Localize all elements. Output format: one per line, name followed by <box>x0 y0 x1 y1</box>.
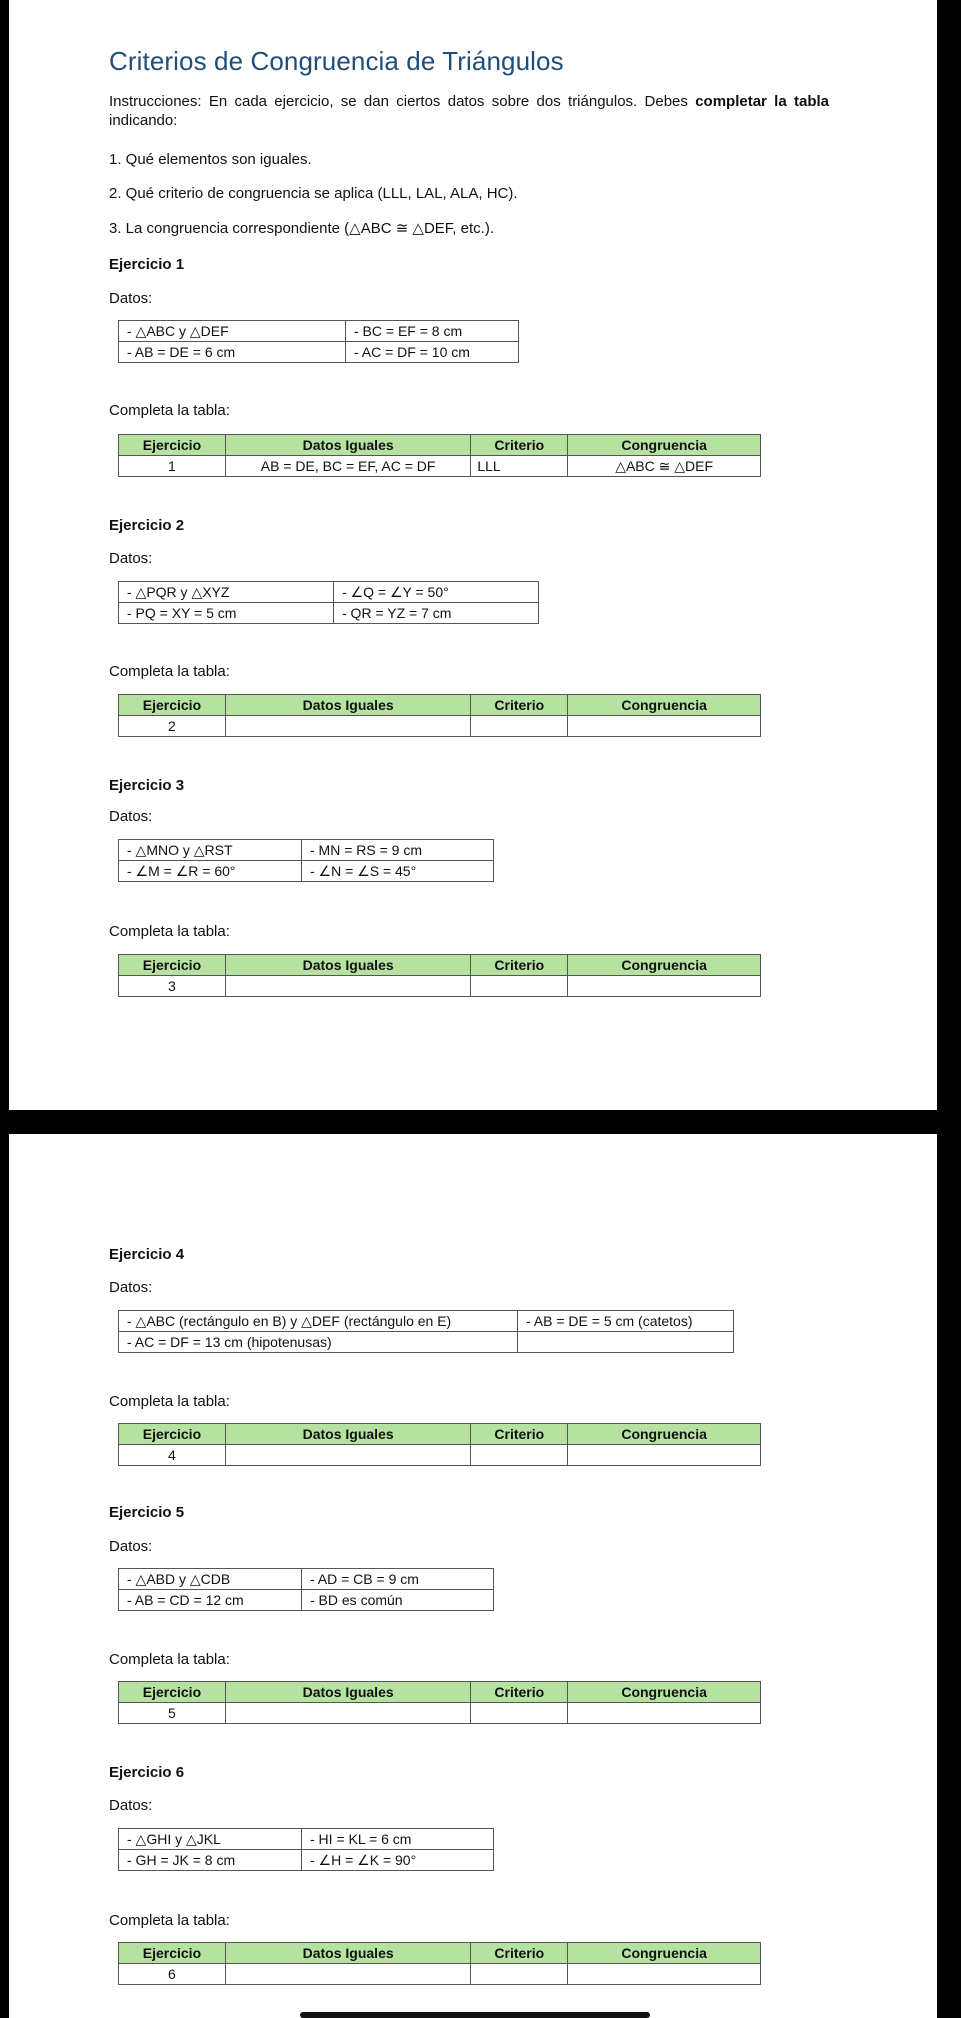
answer-header-row <box>119 1943 761 1964</box>
cell-criterio[interactable]: LLL <box>471 456 568 477</box>
datos-cell: - ∠Q = ∠Y = 50° <box>334 582 539 603</box>
exercise-1-title: Ejercicio 1 <box>109 256 185 273</box>
datos-cell: - BC = EF = 8 cm <box>346 321 519 342</box>
datos-row <box>119 861 494 882</box>
home-indicator[interactable] <box>300 2012 650 2018</box>
header-datos-iguales: Datos Iguales <box>225 1682 470 1703</box>
datos-cell: - HI = KL = 6 cm <box>302 1829 494 1850</box>
exercise-5-completa-label: Completa la tabla: <box>109 1651 230 1668</box>
header-congruencia: Congruencia <box>568 1424 761 1445</box>
answer-row[interactable] <box>119 716 761 737</box>
instructions-suffix: indicando: <box>109 112 178 129</box>
datos-row <box>119 1850 494 1871</box>
cell-congruencia[interactable] <box>568 976 761 997</box>
datos-cell: - GH = JK = 8 cm <box>119 1850 302 1871</box>
cell-datos-iguales[interactable] <box>225 976 470 997</box>
instructions-bold: completar la tabla <box>695 93 829 110</box>
datos-cell: - △PQR y △XYZ <box>119 582 334 603</box>
cell-congruencia[interactable]: △ABC ≅ △DEF <box>568 456 761 477</box>
exercise-2-datos-label: Datos: <box>109 550 153 567</box>
instructions <box>109 92 829 130</box>
exercise-2-completa-label: Completa la tabla: <box>109 663 230 680</box>
datos-row <box>119 1829 494 1850</box>
exercise-3-title: Ejercicio 3 <box>109 777 185 794</box>
datos-row <box>119 582 539 603</box>
cell-congruencia[interactable] <box>568 1703 761 1724</box>
answer-header-row <box>119 955 761 976</box>
step-2: 2. Qué criterio de congruencia se aplica (LLL, LAL, ALA, HC). <box>109 185 518 202</box>
datos-cell: - AB = DE = 6 cm <box>119 342 346 363</box>
cell-ejercicio: 5 <box>119 1703 226 1724</box>
exercise-4-datos-label: Datos: <box>109 1279 153 1296</box>
exercise-3-answer-table <box>118 954 761 997</box>
answer-row[interactable] <box>119 976 761 997</box>
exercise-2-datos-table <box>118 581 539 624</box>
step-1: 1. Qué elementos son iguales. <box>109 151 312 168</box>
exercise-1-datos-label: Datos: <box>109 290 153 307</box>
header-criterio: Criterio <box>471 1943 568 1964</box>
answer-row[interactable] <box>119 1964 761 1985</box>
exercise-5-answer-table <box>118 1681 761 1724</box>
cell-ejercicio: 2 <box>119 716 226 737</box>
header-criterio: Criterio <box>471 955 568 976</box>
datos-cell: - △GHI y △JKL <box>119 1829 302 1850</box>
answer-row[interactable] <box>119 1703 761 1724</box>
datos-row <box>119 321 519 342</box>
document-title: Criterios de Congruencia de Triángulos <box>109 46 564 76</box>
datos-cell: - AC = DF = 10 cm <box>346 342 519 363</box>
exercise-4-datos-table <box>118 1310 734 1353</box>
datos-row <box>119 1332 734 1353</box>
answer-header-row <box>119 1424 761 1445</box>
instructions-prefix: Instrucciones: En cada ejercicio, se dan ciertos datos sobre dos triángulos. Debes <box>109 93 696 110</box>
answer-header-row <box>119 435 761 456</box>
answer-row[interactable] <box>119 1445 761 1466</box>
cell-datos-iguales[interactable] <box>225 716 470 737</box>
exercise-1-datos-table <box>118 320 519 363</box>
header-criterio: Criterio <box>471 435 568 456</box>
datos-cell: - QR = YZ = 7 cm <box>334 603 539 624</box>
header-datos-iguales: Datos Iguales <box>225 695 470 716</box>
exercise-5-datos-label: Datos: <box>109 1538 153 1555</box>
cell-criterio[interactable] <box>471 1964 568 1985</box>
exercise-2-title: Ejercicio 2 <box>109 517 185 534</box>
header-criterio: Criterio <box>471 1424 568 1445</box>
datos-row <box>119 603 539 624</box>
exercise-4-answer-table <box>118 1423 761 1466</box>
header-datos-iguales: Datos Iguales <box>225 955 470 976</box>
header-congruencia: Congruencia <box>568 435 761 456</box>
cell-ejercicio: 3 <box>119 976 226 997</box>
datos-cell: - △ABC (rectángulo en B) y △DEF (rectángulo en E) <box>119 1311 518 1332</box>
datos-row <box>119 840 494 861</box>
datos-cell: - AC = DF = 13 cm (hipotenusas) <box>119 1332 518 1353</box>
cell-datos-iguales[interactable] <box>225 1964 470 1985</box>
header-datos-iguales: Datos Iguales <box>225 435 470 456</box>
datos-row <box>119 342 519 363</box>
header-congruencia: Congruencia <box>568 955 761 976</box>
exercise-1-completa-label: Completa la tabla: <box>109 402 230 419</box>
header-ejercicio: Ejercicio <box>119 1943 226 1964</box>
header-ejercicio: Ejercicio <box>119 435 226 456</box>
exercise-6-completa-label: Completa la tabla: <box>109 1912 230 1929</box>
cell-datos-iguales[interactable]: AB = DE, BC = EF, AC = DF <box>225 456 470 477</box>
datos-cell: - △ABD y △CDB <box>119 1569 302 1590</box>
datos-cell: - AB = CD = 12 cm <box>119 1590 302 1611</box>
cell-congruencia[interactable] <box>568 1964 761 1985</box>
exercise-5-title: Ejercicio 5 <box>109 1504 185 1521</box>
datos-cell: - PQ = XY = 5 cm <box>119 603 334 624</box>
exercise-4-completa-label: Completa la tabla: <box>109 1393 230 1410</box>
cell-criterio[interactable] <box>471 716 568 737</box>
header-ejercicio: Ejercicio <box>119 955 226 976</box>
exercise-6-title: Ejercicio 6 <box>109 1764 185 1781</box>
datos-cell: - AB = DE = 5 cm (catetos) <box>518 1311 734 1332</box>
header-congruencia: Congruencia <box>568 695 761 716</box>
cell-ejercicio: 6 <box>119 1964 226 1985</box>
datos-cell: - △MNO y △RST <box>119 840 302 861</box>
header-ejercicio: Ejercicio <box>119 1424 226 1445</box>
datos-cell: - MN = RS = 9 cm <box>302 840 494 861</box>
exercise-6-answer-table <box>118 1942 761 1985</box>
step-3: 3. La congruencia correspondiente (△ABC ≅ △DEF, etc.). <box>109 220 494 237</box>
cell-datos-iguales[interactable] <box>225 1445 470 1466</box>
datos-cell: - ∠M = ∠R = 60° <box>119 861 302 882</box>
datos-cell: - ∠H = ∠K = 90° <box>302 1850 494 1871</box>
header-datos-iguales: Datos Iguales <box>225 1424 470 1445</box>
answer-row[interactable] <box>119 456 761 477</box>
header-congruencia: Congruencia <box>568 1682 761 1703</box>
datos-cell: - ∠N = ∠S = 45° <box>302 861 494 882</box>
exercise-3-completa-label: Completa la tabla: <box>109 923 230 940</box>
exercise-5-datos-table <box>118 1568 494 1611</box>
header-criterio: Criterio <box>471 695 568 716</box>
cell-congruencia[interactable] <box>568 716 761 737</box>
header-datos-iguales: Datos Iguales <box>225 1943 470 1964</box>
answer-header-row <box>119 1682 761 1703</box>
cell-ejercicio: 4 <box>119 1445 226 1466</box>
header-ejercicio: Ejercicio <box>119 1682 226 1703</box>
cell-criterio[interactable] <box>471 1703 568 1724</box>
cell-criterio[interactable] <box>471 1445 568 1466</box>
datos-row <box>119 1569 494 1590</box>
header-ejercicio: Ejercicio <box>119 695 226 716</box>
exercise-6-datos-table <box>118 1828 494 1871</box>
answer-header-row <box>119 695 761 716</box>
exercise-3-datos-table <box>118 839 494 882</box>
exercise-4-title: Ejercicio 4 <box>109 1246 185 1263</box>
datos-cell: - BD es común <box>302 1590 494 1611</box>
exercise-1-answer-table <box>118 434 761 477</box>
cell-criterio[interactable] <box>471 976 568 997</box>
datos-row <box>119 1590 494 1611</box>
exercise-2-answer-table <box>118 694 761 737</box>
header-congruencia: Congruencia <box>568 1943 761 1964</box>
datos-cell <box>518 1332 734 1353</box>
datos-cell: - △ABC y △DEF <box>119 321 346 342</box>
header-criterio: Criterio <box>471 1682 568 1703</box>
exercise-6-datos-label: Datos: <box>109 1797 153 1814</box>
exercise-3-datos-label: Datos: <box>109 808 153 825</box>
datos-cell: - AD = CB = 9 cm <box>302 1569 494 1590</box>
datos-row <box>119 1311 734 1332</box>
cell-ejercicio: 1 <box>119 456 226 477</box>
cell-congruencia[interactable] <box>568 1445 761 1466</box>
cell-datos-iguales[interactable] <box>225 1703 470 1724</box>
